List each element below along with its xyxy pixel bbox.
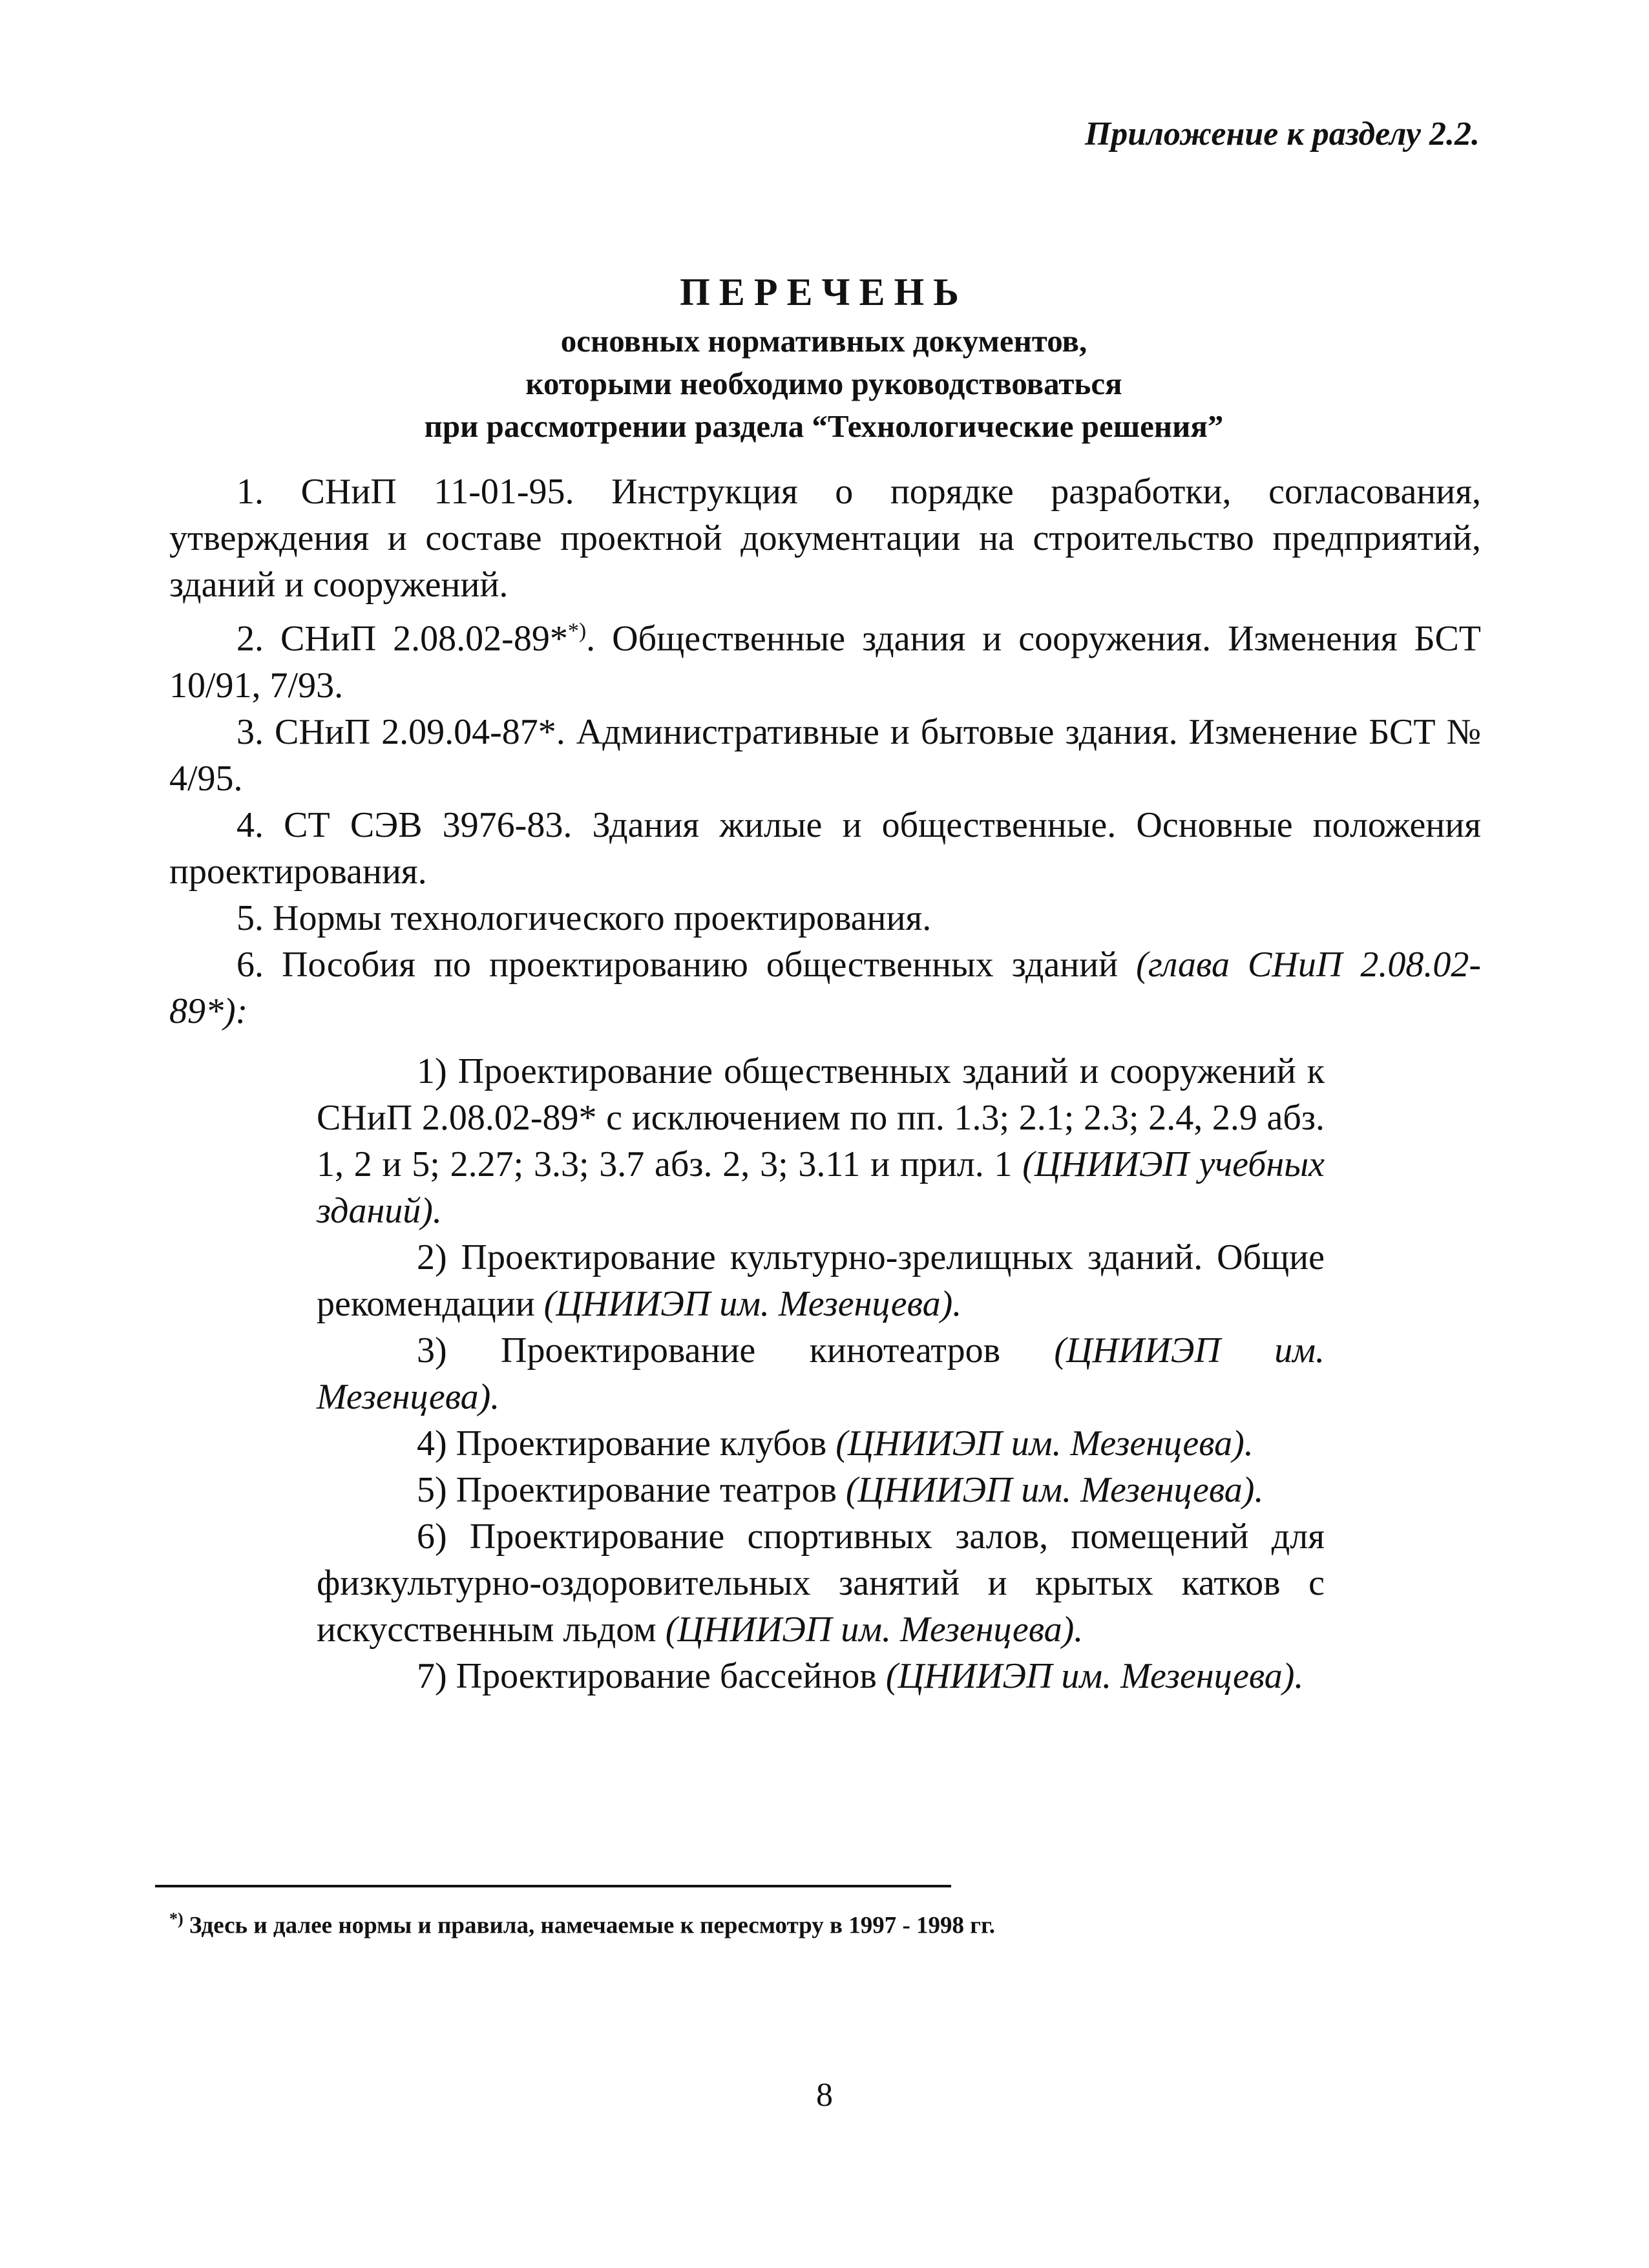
sub-item-7: [317, 1653, 1325, 1699]
sub-item-2-text: 2) Проектирование культурно-зрелищных зданий. Общие рекомендации: [317, 1237, 1325, 1324]
main-list: [169, 468, 1481, 1034]
heading-line-3: при рассмотрении раздела “Технологические решения”: [424, 408, 1224, 444]
heading-line-2: которыми необходимо руководствоваться: [525, 366, 1122, 401]
page-number: 8: [816, 2077, 833, 2114]
sub-item-6: [317, 1513, 1325, 1653]
sub-item-6-source: (ЦНИИЭП им. Мезенцева).: [665, 1610, 1084, 1650]
list-item-2: [169, 608, 1481, 709]
sub-item-4-source: (ЦНИИЭП им. Мезенцева).: [835, 1423, 1254, 1464]
sub-item-7-text: 7) Проектирование бассейнов: [417, 1656, 886, 1696]
sub-item-1-text: 1) Проектирование общественных зданий и сооружений к СНиП 2.08.02-89* с исключением по пп. 1.3; 2.1; 2.3; 2.4, 2.9 абз. 1, 2 и 5; 2.27; 3.3; 3.7 абз. 2, 3; 3.11 и прил. 1: [317, 1051, 1325, 1184]
list-item-3: 3. СНиП 2.09.04-87*. Административные и бытовые здания. Изменение БСТ № 4/95.: [169, 711, 1481, 799]
list-item-5: 5. Нормы технологического проектирования.: [236, 898, 932, 938]
sub-item-6-text: 6) Проектирование спортивных залов, помещений для физкультурно-оздоровительных занятий и крытых катков с искусственным льдом: [317, 1517, 1325, 1650]
list-item-6-italic: (глава СНиП 2.08.02-89*):: [169, 944, 1481, 1031]
sub-item-1: [317, 1048, 1325, 1234]
heading-line-1: основных нормативных документов,: [560, 323, 1087, 359]
sub-item-3-text: 3) Проектирование кинотеатров: [417, 1330, 1055, 1370]
sub-item-5-text: 5) Проектирование театров: [417, 1470, 846, 1510]
footnote-mark: *): [169, 1909, 184, 1928]
footnote-ref: *): [567, 619, 587, 643]
list-item-2-rest: . Общественные здания и сооружения. Изменения БСТ 10/91, 7/93.: [169, 618, 1481, 706]
sub-item-4-text: 4) Проектирование клубов: [417, 1423, 836, 1464]
appendix-label: Приложение к разделу 2.2.: [1084, 116, 1480, 152]
footnote-divider: [155, 1885, 951, 1887]
footnote-text: Здесь и далее нормы и правила, намечаемые к пересмотру в 1997 - 1998 гг.: [189, 1912, 995, 1939]
list-item-2-text: 2. СНиП 2.08.02-89*: [236, 618, 568, 659]
footnote: [169, 1909, 995, 1939]
list-item-1: 1. СНиП 11-01-95. Инструкция о порядке разработки, согласования, утверждения и составе проектной документации на строительство предприятий, зданий и сооружений.: [169, 472, 1481, 605]
list-item-6: [169, 941, 1481, 1034]
sub-item-5: [317, 1467, 1325, 1513]
list-item-6-text: 6. Пособия по проектированию общественных зданий: [236, 944, 1137, 985]
sub-item-7-source: (ЦНИИЭП им. Мезенцева).: [885, 1656, 1304, 1696]
sub-list: [317, 1048, 1325, 1699]
sub-item-3: [317, 1327, 1325, 1420]
sub-item-3-source: (ЦНИИЭП им. Мезенцева).: [317, 1330, 1325, 1417]
list-item-4: 4. СТ СЭВ 3976-83. Здания жилые и общественные. Основные положения проектирования.: [169, 804, 1481, 892]
sub-item-4: [317, 1420, 1325, 1467]
sub-item-2-source: (ЦНИИЭП им. Мезенцева).: [543, 1284, 962, 1324]
sub-item-1-source: (ЦНИИЭП учебных зданий).: [317, 1144, 1325, 1231]
sub-item-5-source: (ЦНИИЭП им. Мезенцева).: [845, 1470, 1264, 1510]
heading-title: ПЕРЕЧЕНЬ: [680, 271, 968, 313]
sub-item-2: [317, 1234, 1325, 1327]
document-heading: [362, 270, 1286, 448]
